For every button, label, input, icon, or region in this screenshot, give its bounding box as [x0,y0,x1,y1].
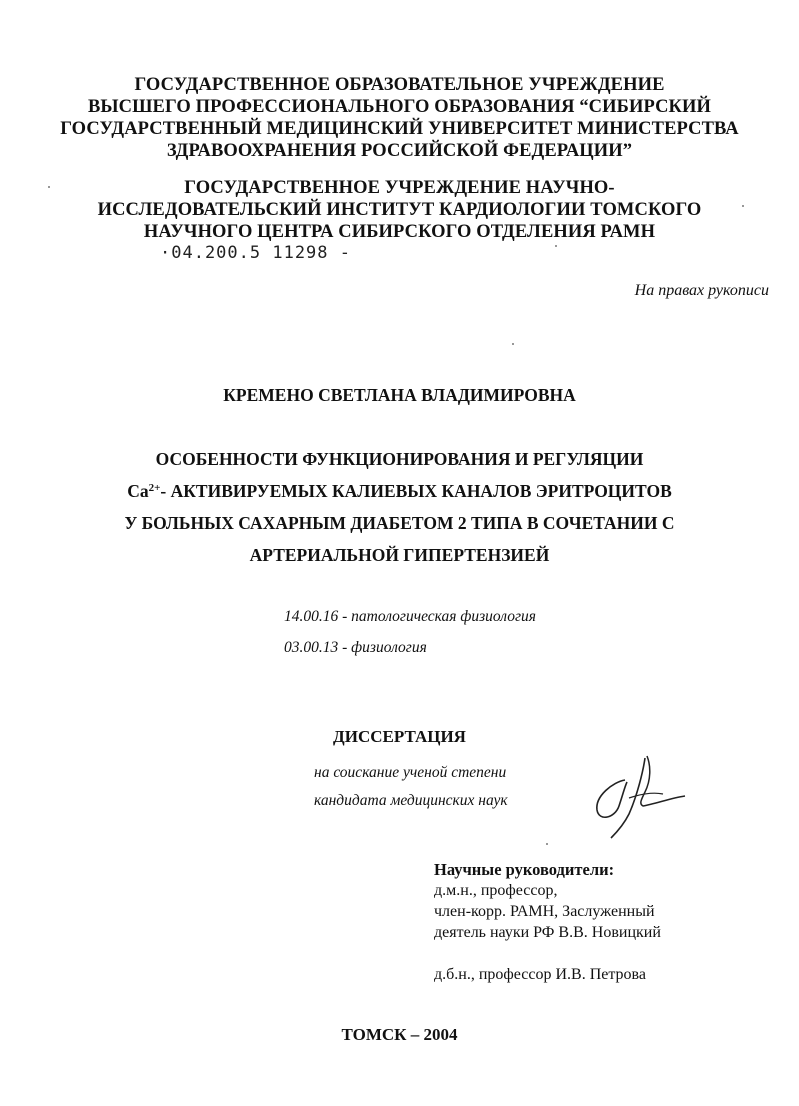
handwritten-signature [585,752,695,842]
title-line-3: У БОЛЬНЫХ САХАРНЫМ ДИАБЕТОМ 2 ТИПА В СОЧЕТАНИИ С [124,513,675,533]
supervisor-spacer [434,943,661,964]
supervisor-1-line-2: член-корр. РАМН, Заслуженный [434,903,655,920]
author-name: КРЕМЕНО СВЕТЛАНА ВЛАДИМИРОВНА [223,385,576,405]
institute-name [0,177,799,243]
degree-line-1: на соискание ученой степени [314,764,507,781]
degree-sought [314,759,508,815]
university-line-3: ГОСУДАРСТВЕННЫЙ МЕДИЦИНСКИЙ УНИВЕРСИТЕТ МИНИСТЕРСТВА [60,119,739,139]
scan-speck [742,205,744,207]
dissertation-label: ДИССЕРТАЦИЯ [333,727,466,746]
university-line-2: ВЫСШЕГО ПРОФЕССИОНАЛЬНОГО ОБРАЗОВАНИЯ “СИБИРСКИЙ [87,97,712,117]
scan-speck [512,343,514,345]
title-line-4: АРТЕРИАЛЬНОЙ ГИПЕРТЕНЗИЕЙ [249,545,550,565]
supervisor-2: д.б.н., профессор И.В. Петрова [434,966,646,983]
title-ca-charge: 2+ [148,482,161,494]
title-line-1: ОСОБЕННОСТИ ФУНКЦИОНИРОВАНИЯ И РЕГУЛЯЦИИ [155,449,644,469]
archive-stamp-number: ·04.200.5 11298 - [160,243,351,263]
university-line-4: ЗДРАВООХРАНЕНИЯ РОССИЙСКОЙ ФЕДЕРАЦИИ” [166,141,633,161]
scientific-supervisors [434,859,661,985]
supervisor-1-line-1: д.м.н., профессор, [434,882,558,899]
specialty-1: 14.00.16 - патологическая физиология [284,608,536,625]
supervisors-heading: Научные руководители: [434,860,615,879]
dissertation-title [0,443,799,571]
title-line-2-rest: - АКТИВИРУЕМЫХ КАЛИЕВЫХ КАНАЛОВ ЭРИТРОЦИТОВ [160,481,672,501]
supervisor-1-line-3: деятель науки РФ В.В. Новицкий [434,924,661,941]
scan-speck [546,843,548,845]
university-name [0,74,799,162]
specialty-codes [284,601,536,663]
manuscript-rights: На правах рукописи [634,282,769,299]
scan-speck [555,245,557,247]
institute-line-3: НАУЧНОГО ЦЕНТРА СИБИРСКОГО ОТДЕЛЕНИЯ РАМН [143,222,656,242]
title-line-2 [0,475,799,507]
specialty-2: 03.00.13 - физиология [284,639,427,656]
institute-line-2: ИССЛЕДОВАТЕЛЬСКИЙ ИНСТИТУТ КАРДИОЛОГИИ ТОМСКОГО [97,200,702,220]
institute-line-1: ГОСУДАРСТВЕННОЕ УЧРЕЖДЕНИЕ НАУЧНО- [184,178,615,198]
title-ca-symbol: Ca [127,481,149,501]
degree-line-2: кандидата медицинских наук [314,792,508,809]
university-line-1: ГОСУДАРСТВЕННОЕ ОБРАЗОВАТЕЛЬНОЕ УЧРЕЖДЕНИЕ [134,75,665,95]
scan-speck [48,186,50,188]
city-and-year: ТОМСК – 2004 [341,1025,458,1044]
